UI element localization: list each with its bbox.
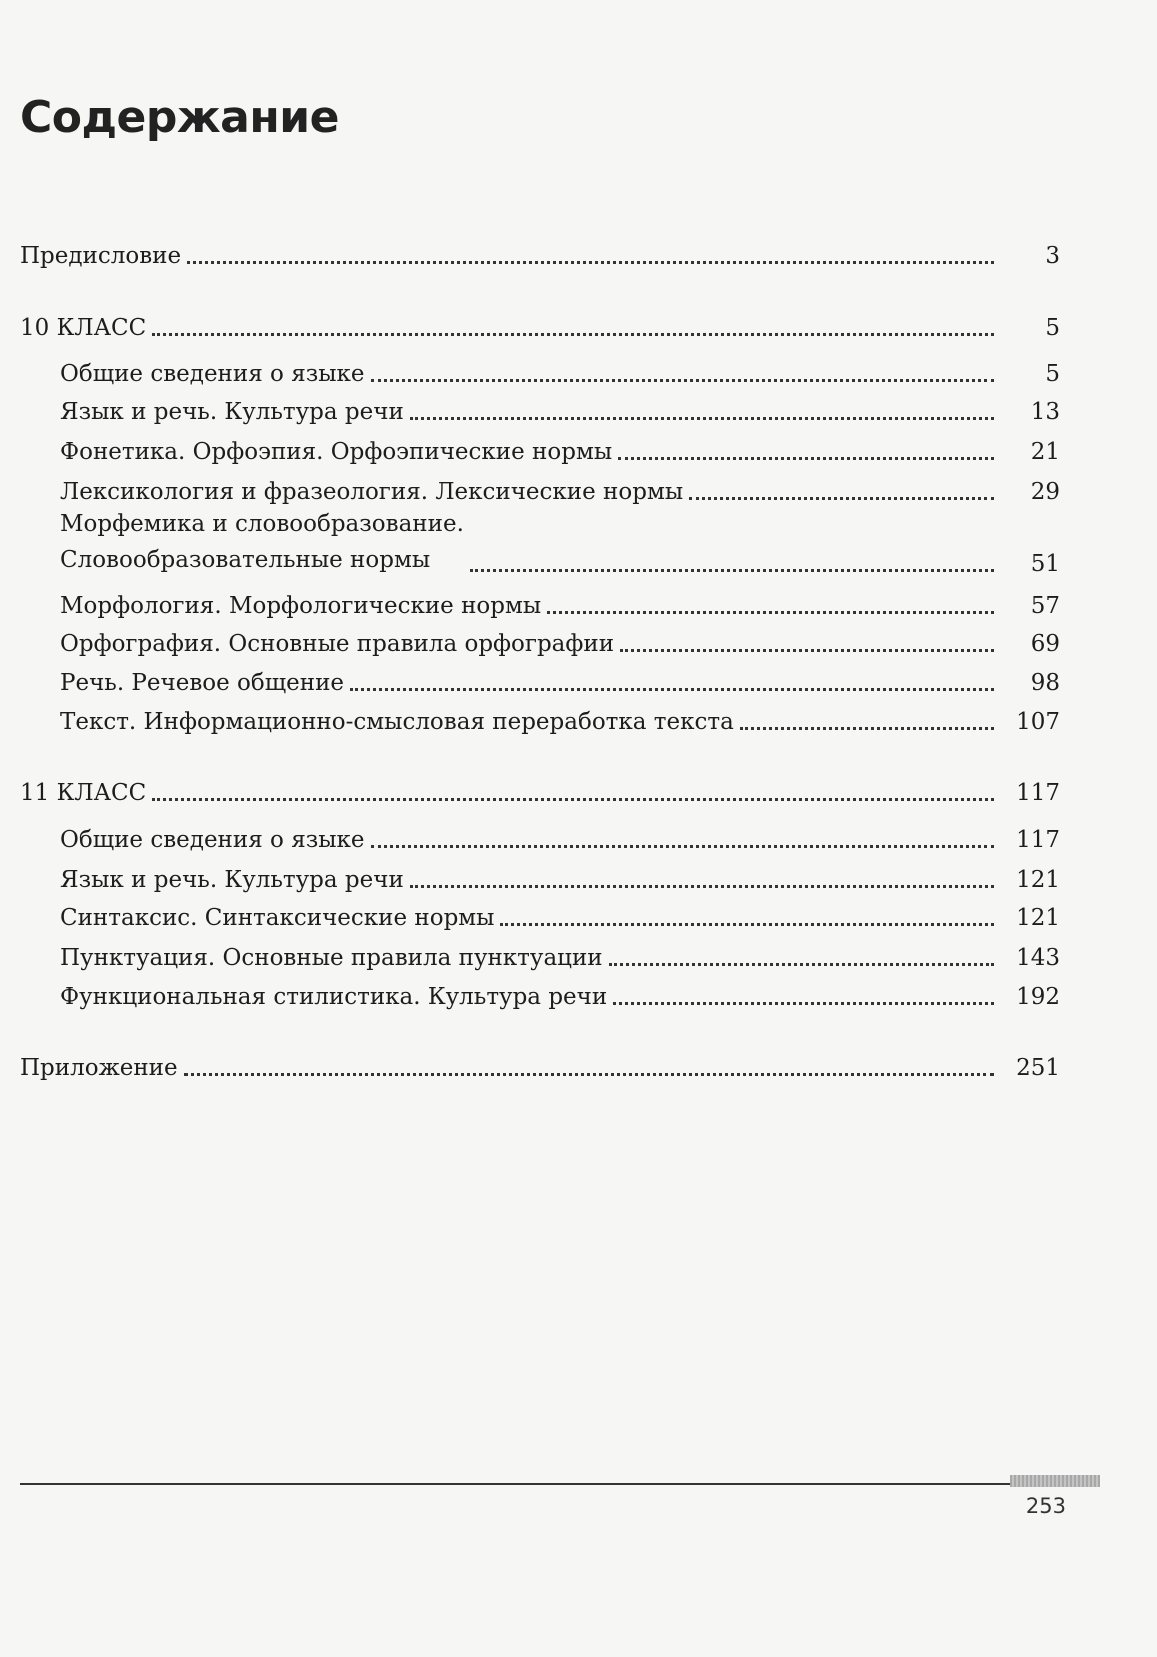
toc-entry (60, 820, 1060, 854)
toc-entry-page: 13 (1030, 399, 1060, 425)
dot-leader (152, 781, 994, 803)
dot-leader (350, 671, 994, 693)
toc-entry-page: 5 (1045, 361, 1060, 387)
toc-entry-page: 3 (1045, 243, 1060, 269)
toc-entry-page: 192 (1016, 984, 1060, 1010)
toc-entry (60, 977, 1060, 1011)
dot-leader (410, 400, 994, 422)
dot-leader (371, 828, 994, 850)
toc-entry-page: 21 (1030, 439, 1060, 465)
dot-leader (740, 710, 994, 732)
toc-section-grade11 (20, 773, 1060, 807)
toc-entry-title: Орфография. Основные правила орфографии (60, 631, 615, 657)
toc-entry-page: 251 (1016, 1055, 1060, 1081)
toc-entry (60, 860, 1060, 894)
dot-leader (689, 480, 994, 502)
toc-entry (60, 663, 1060, 697)
toc-entry (60, 432, 1060, 466)
footer-rule (20, 1483, 1030, 1485)
toc-entry-title: Морфология. Морфологические нормы (60, 593, 542, 619)
toc-entry-title: Лексикология и фразеология. Лексические нормы (60, 479, 684, 505)
toc-entry-page: 29 (1030, 479, 1060, 505)
page-title: Содержание (20, 92, 339, 143)
toc-section-grade10 (20, 308, 1060, 342)
dot-leader (410, 868, 994, 890)
dot-leader (620, 632, 994, 654)
dot-leader (547, 594, 994, 616)
toc-entry (60, 354, 1060, 388)
toc-entry-appendix (20, 1048, 1060, 1082)
toc-entry (60, 938, 1060, 972)
toc-entry-title: Функциональная стилистика. Культура речи (60, 984, 608, 1010)
dot-leader (609, 946, 994, 968)
toc-entry-page: 69 (1030, 631, 1060, 657)
toc-entry-title: Приложение (20, 1055, 178, 1081)
toc-entry-page: 107 (1016, 709, 1060, 735)
toc-entry-title: Язык и речь. Культура речи (60, 867, 404, 893)
toc-entry-title: 11 КЛАСС (20, 780, 147, 806)
toc-entry-page: 117 (1016, 780, 1060, 806)
toc-entry-page: 117 (1016, 827, 1060, 853)
toc-entry-title (60, 506, 464, 578)
toc-entry-page: 121 (1016, 905, 1060, 931)
toc-entry-title: Текст. Информационно-смысловая переработка текста (60, 709, 734, 735)
footer-tab-marker (1010, 1475, 1100, 1487)
toc-entry-title: Фонетика. Орфоэпия. Орфоэпические нормы (60, 439, 613, 465)
toc-entry-title: 10 КЛАСС (20, 315, 147, 341)
dot-leader (371, 362, 994, 384)
dot-leader (187, 244, 994, 266)
toc-entry-title: Предисловие (20, 243, 182, 269)
dot-leader (184, 1056, 994, 1078)
dot-leader (500, 906, 994, 928)
toc-entry-title: Речь. Речевое общение (60, 670, 345, 696)
toc-entry (60, 392, 1060, 426)
toc-entry (60, 624, 1060, 658)
toc-entry-title: Синтаксис. Синтаксические нормы (60, 905, 495, 931)
toc-entry-page: 51 (1030, 551, 1060, 577)
toc-entry-page: 98 (1030, 670, 1060, 696)
toc-entry-title: Общие сведения о языке (60, 827, 365, 853)
toc-entry-page: 57 (1030, 593, 1060, 619)
dot-leader (618, 440, 994, 462)
page-number: 253 (1025, 1494, 1066, 1518)
toc-entry (60, 508, 1060, 578)
toc-entry-page: 5 (1045, 315, 1060, 341)
dot-leader (152, 316, 994, 338)
toc-entry-title: Общие сведения о языке (60, 361, 365, 387)
toc-entry-title: Язык и речь. Культура речи (60, 399, 404, 425)
toc-entry-page: 143 (1016, 945, 1060, 971)
toc-entry (60, 586, 1060, 620)
toc-entry-page: 121 (1016, 867, 1060, 893)
toc-entry-preface (20, 236, 1060, 270)
dot-leader (613, 985, 994, 1007)
toc-entry (60, 898, 1060, 932)
toc-entry (60, 472, 1060, 506)
toc-entry-title-line1: Морфемика и словообразование. (60, 511, 464, 537)
toc-entry (60, 702, 1060, 736)
toc-entry-title-line2: Словообразовательные нормы (60, 547, 431, 573)
dot-leader (470, 552, 994, 574)
toc-entry-title: Пунктуация. Основные правила пунктуации (60, 945, 603, 971)
